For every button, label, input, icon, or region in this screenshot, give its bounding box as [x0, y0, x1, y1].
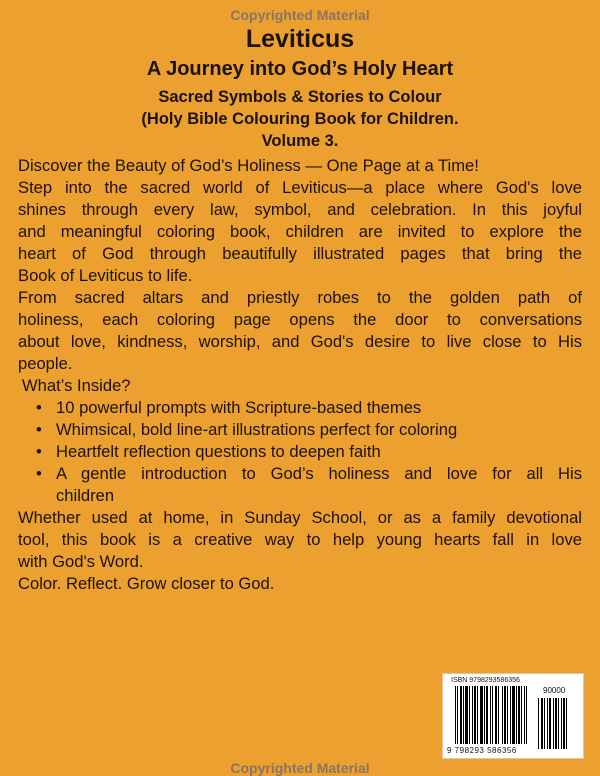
bullet-icon: • [36, 442, 42, 461]
text-line: shines through every law, symbol, and celebration. In this joyful [18, 200, 582, 219]
barcode-bars [455, 686, 527, 744]
bullet-item [18, 441, 582, 463]
intro-line: Discover the Beauty of God’s Holiness — One Page at a Time! [18, 156, 479, 175]
bullet-icon: • [36, 420, 42, 439]
text-line: Book of Leviticus to life. [18, 266, 193, 285]
text-line: and meaningful coloring book, children are invited to explore the [18, 222, 582, 241]
bullet-item [18, 419, 582, 441]
bullet-item [18, 397, 582, 419]
subtitle-line: (Holy Bible Colouring Book for Children. [141, 110, 459, 128]
inside-heading: What’s Inside? [22, 376, 131, 395]
text-line: heart of God through beautifully illustrated pages that bring the [18, 244, 582, 263]
bullet-text: 10 powerful prompts with Scripture-based themes [56, 398, 422, 417]
subtitle-line: Sacred Symbols & Stories to Colour [158, 88, 442, 106]
price-barcode-bars [538, 698, 567, 749]
text-line: about love, kindness, worship, and God's desire to live close to His [18, 332, 582, 351]
barcode-bar [566, 698, 567, 749]
isbn-digits: 9 798293 586356 [447, 746, 517, 755]
text-line: people. [18, 354, 73, 373]
isbn-barcode [442, 673, 584, 759]
bullet-item [18, 463, 582, 485]
book-title: Leviticus [245, 25, 355, 53]
barcode-bar [526, 686, 527, 744]
isbn-label: ISBN 9798293586356 [451, 677, 520, 684]
price-code: 90000 [543, 686, 566, 695]
bullet-continuation: children [56, 486, 115, 505]
text-line: tool, this book is a creative way to help young hearts fall in love [18, 530, 582, 549]
description [18, 155, 582, 595]
closing-line: Color. Reflect. Grow closer to God. [18, 574, 275, 593]
text-line: Whether used at home, in Sunday School, or as a family devotional [18, 508, 582, 527]
watermark-bottom: Copyrighted Material [230, 760, 370, 776]
text-line: holiness, each coloring page opens the door to conversations [18, 310, 582, 329]
book-subtitle: A Journey into God’s Holy Heart [146, 58, 454, 80]
bullet-icon: • [36, 398, 42, 417]
bullet-text: Heartfelt reflection questions to deepen faith [56, 442, 381, 461]
subtitle-line: Volume 3. [261, 132, 339, 150]
text-line: with God's Word. [18, 552, 144, 571]
text-line: Step into the sacred world of Leviticus—a place where God's love [18, 178, 582, 197]
bullet-text: Whimsical, bold line-art illustrations perfect for coloring [56, 420, 458, 439]
bullet-text: A gentle introduction to God’s holiness and love for all His [56, 464, 582, 483]
watermark-top: Copyrighted Material [230, 7, 370, 23]
bullet-icon: • [36, 464, 42, 483]
text-line: From sacred altars and priestly robes to the golden path of [18, 288, 582, 307]
